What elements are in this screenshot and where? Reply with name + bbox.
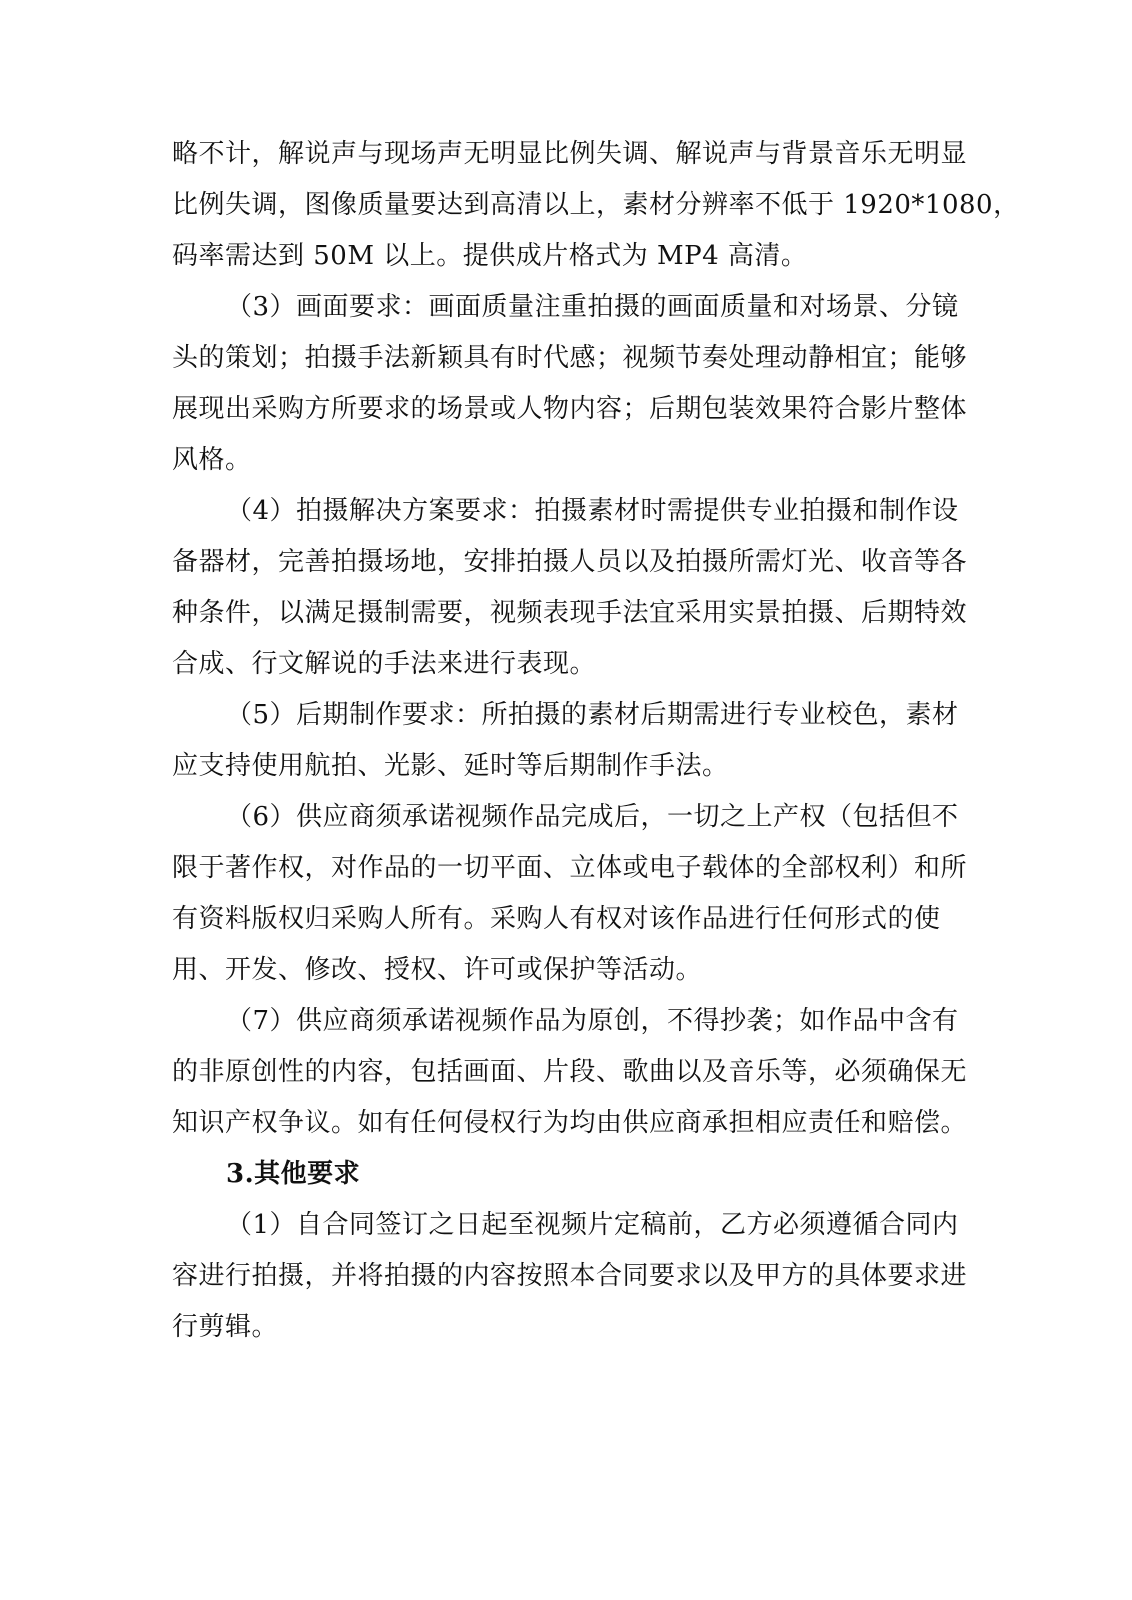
- text-line: 应支持使用航拍、光影、延时等后期制作手法。: [172, 751, 729, 781]
- subsection-1-start: （1）自合同签订之日起至视频片定稿前，乙方必须遵循合同内: [226, 1210, 959, 1240]
- text-line: 比例失调，图像质量要达到高清以上，素材分辨率不低于 1920*1080，: [172, 190, 1020, 220]
- paragraph-5-start: （5）后期制作要求：所拍摄的素材后期需进行专业校色，素材: [226, 700, 959, 730]
- paragraph-4-start: （4）拍摄解决方案要求：拍摄素材时需提供专业拍摄和制作设: [226, 496, 959, 526]
- text-line: 备器材，完善拍摄场地，安排拍摄人员以及拍摄所需灯光、收音等各: [172, 547, 968, 577]
- text-line: 的非原创性的内容，包括画面、片段、歌曲以及音乐等，必须确保无: [172, 1057, 968, 1087]
- text-line: 限于著作权，对作品的一切平面、立体或电子载体的全部权利）和所: [172, 853, 968, 883]
- text-line: 略不计，解说声与现场声无明显比例失调、解说声与背景音乐无明显: [172, 139, 968, 169]
- paragraph-7-start: （7）供应商须承诺视频作品为原创，不得抄袭；如作品中含有: [226, 1006, 959, 1036]
- text-line: 有资料版权归采购人所有。采购人有权对该作品进行任何形式的使: [172, 904, 941, 934]
- text-line: 种条件，以满足摄制需要，视频表现手法宜采用实景拍摄、后期特效: [172, 598, 968, 628]
- text-line: 用、开发、修改、授权、许可或保护等活动。: [172, 955, 703, 985]
- text-line: 知识产权争议。如有任何侵权行为均由供应商承担相应责任和赔偿。: [172, 1108, 968, 1138]
- text-line: 头的策划；拍摄手法新颖具有时代感；视频节奏处理动静相宜；能够: [172, 343, 968, 373]
- text-line: 行剪辑。: [172, 1312, 279, 1342]
- text-line: 容进行拍摄，并将拍摄的内容按照本合同要求以及甲方的具体要求进: [172, 1261, 968, 1291]
- text-line: 码率需达到 50M 以上。提供成片格式为 MP4 高清。: [172, 241, 808, 271]
- section-heading: 3.其他要求: [226, 1159, 361, 1189]
- text-line: 合成、行文解说的手法来进行表现。: [172, 649, 597, 679]
- paragraph-6-start: （6）供应商须承诺视频作品完成后，一切之上产权（包括但不: [226, 802, 959, 832]
- text-line: 展现出采购方所要求的场景或人物内容；后期包装效果符合影片整体: [172, 394, 968, 424]
- paragraph-3-start: （3）画面要求：画面质量注重拍摄的画面质量和对场景、分镜: [226, 292, 959, 322]
- text-line: 风格。: [172, 445, 252, 475]
